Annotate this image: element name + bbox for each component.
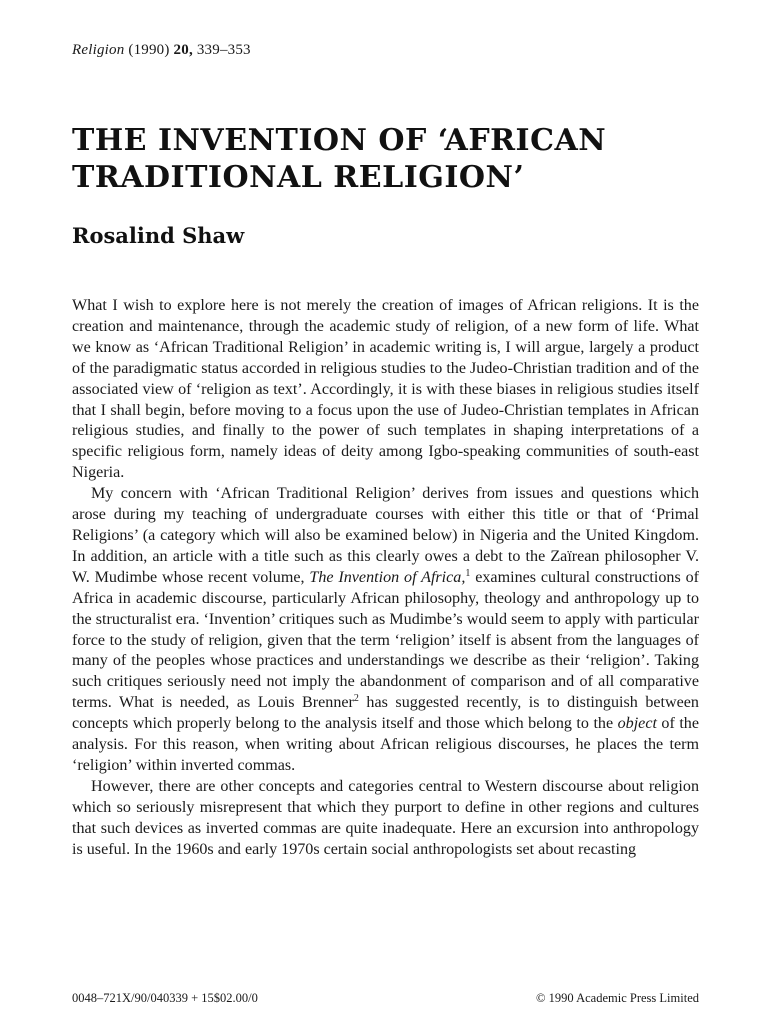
- article-title: [72, 122, 692, 196]
- article-body: [72, 296, 699, 860]
- paragraph-2: [72, 484, 699, 777]
- journal-pages: 339–353: [196, 42, 251, 58]
- footnote-ref-1[interactable]: 1: [465, 567, 471, 579]
- emphasis-object: object: [617, 715, 657, 733]
- issn-price-code: 0048–721X/90/040339 + 15$02.00/0: [72, 991, 258, 1005]
- journal-year: (1990): [128, 42, 170, 58]
- page-footer: [72, 991, 699, 1006]
- journal-citation: [72, 42, 251, 59]
- footnote-ref-2[interactable]: 2: [353, 693, 359, 705]
- paragraph-3: However, there are other concepts and categories central to Western discourse about religion which so seriously misrepresent that which they purport to define in other regions and cultures that such devices as inverted commas are quite inadequate. Here an excursion into anthropology is useful. In the 1960s and early 1970s certain social anthropologists set about recasting: [72, 777, 699, 858]
- paragraph-2-text-d: of the analysis. For this reason, when writing about African religious discourses, he places the term ‘religion’ within inverted commas.: [72, 715, 699, 774]
- copyright-notice: © 1990 Academic Press Limited: [536, 991, 699, 1005]
- paragraph-2-text-c: has suggested recently, is to distinguish between concepts which properly belong to the analysis itself and those which belong to the: [72, 694, 699, 733]
- book-title: The Invention of Africa,: [309, 568, 466, 586]
- article-title-line-1: THE INVENTION OF ‘AFRICAN: [72, 123, 607, 158]
- paragraph-2-text-b: examines cultural constructions of Africa in academic discourse, particularly African philosophy, theology and anthropology up to the structuralist era. ‘Invention’ critiques such as Mudimbe’s would seem to apply with particular force to the study of religion, given that the term ‘religion’ itself is absent from the languages of many of the peoples whose practices and understandings we describe as their ‘religion’. Taking such critiques seriously need not imply the abandonment of comparison and of all comparative terms. What is needed, as Louis Brenner: [72, 568, 699, 712]
- journal-volume: 20,: [173, 42, 193, 58]
- journal-name: Religion: [72, 42, 125, 58]
- author-name: Rosalind Shaw: [72, 223, 245, 248]
- paragraph-2-text-a: My concern with ‘African Traditional Religion’ derives from issues and questions which arose during my teaching of undergraduate courses with either this title or that of ‘Primal Religions’ (a category which will also be examined below) in Nigeria and the United Kingdom. In addition, an article with a title such as this clearly owes a debt to the Zaïrean philosopher V. W. Mudimbe whose recent volume,: [72, 485, 699, 586]
- article-title-line-2: TRADITIONAL RELIGION’: [72, 160, 525, 195]
- paragraph-1: What I wish to explore here is not merely the creation of images of African religions. It is the creation and maintenance, through the academic study of religion, of a new form of life. What we know as ‘African Traditional Religion’ in academic writing is, I will argue, largely a product of the paradigmatic status accorded in religious studies to the Judeo-Christian tradition and of the associated view of ‘religion as text’. Accordingly, it is with these biases in religious studies itself that I shall begin, before moving to a focus upon the use of Judeo-Christian templates in African religious studies, and finally to the power of such templates in shaping interpretations of a specific religious form, namely ideas of deity among Igbo-speaking communities of south-east Nigeria.: [72, 297, 699, 482]
